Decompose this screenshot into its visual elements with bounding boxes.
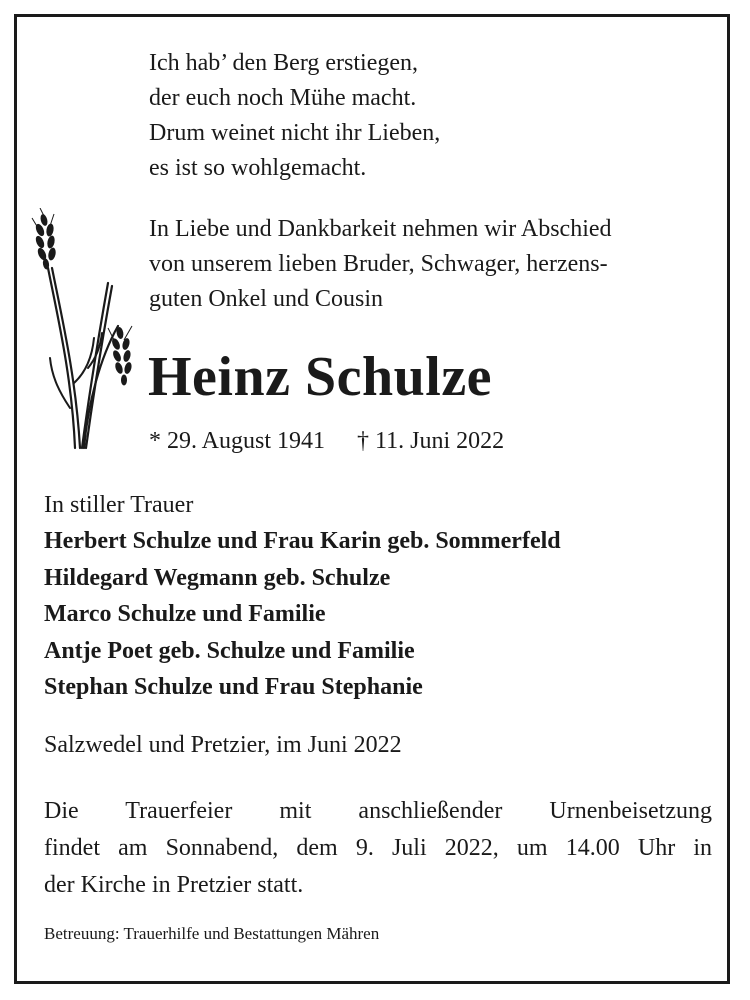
intro-line: guten Onkel und Cousin — [149, 286, 383, 312]
birth-date: * 29. August 1941 — [149, 428, 326, 454]
farewell-intro — [149, 212, 612, 317]
mourner: Marco Schulze und Familie — [44, 601, 326, 627]
poem-line: Ich hab’ den Berg erstiegen, — [149, 50, 419, 76]
mourner: Hildegard Wegmann geb. Schulze — [44, 564, 391, 591]
mourner: Antje Poet geb. Schulze und Familie — [44, 637, 415, 664]
service-line: Die Trauerfeier mit anschließender Urnenbeisetzung — [44, 798, 712, 824]
poem-line: der euch noch Mühe macht. — [149, 85, 417, 111]
mourner: Stephan Schulze und Frau Stephanie — [44, 674, 423, 700]
wheat-ears-icon — [30, 208, 140, 453]
service-line: der Kirche in Pretzier statt. — [44, 872, 304, 898]
mourning-heading: In stiller Trauer — [44, 492, 194, 518]
intro-line: In Liebe und Dankbarkeit nehmen wir Abschied — [149, 216, 612, 242]
poem-line: es ist so wohlgemacht. — [149, 155, 367, 181]
intro-line: von unserem lieben Bruder, Schwager, herzens- — [149, 251, 608, 277]
poem — [149, 46, 440, 186]
death-date: † 11. Juni 2022 — [357, 428, 505, 454]
service-line: findet am Sonnabend, dem 9. Juli 2022, um 14.00 Uhr in — [44, 835, 712, 861]
funeral-care-credit: Betreuung: Trauerhilfe und Bestattungen Mähren — [44, 924, 380, 943]
poem-line: Drum weinet nicht ihr Lieben, — [149, 120, 441, 146]
funeral-service-info — [44, 793, 712, 904]
place-date: Salzwedel und Pretzier, im Juni 2022 — [44, 732, 402, 758]
mourners-list — [44, 523, 561, 706]
deceased-name: Heinz Schulze — [148, 346, 493, 408]
life-dates — [149, 424, 504, 459]
mourner: Herbert Schulze und Frau Karin geb. Sommerfeld — [44, 528, 561, 554]
